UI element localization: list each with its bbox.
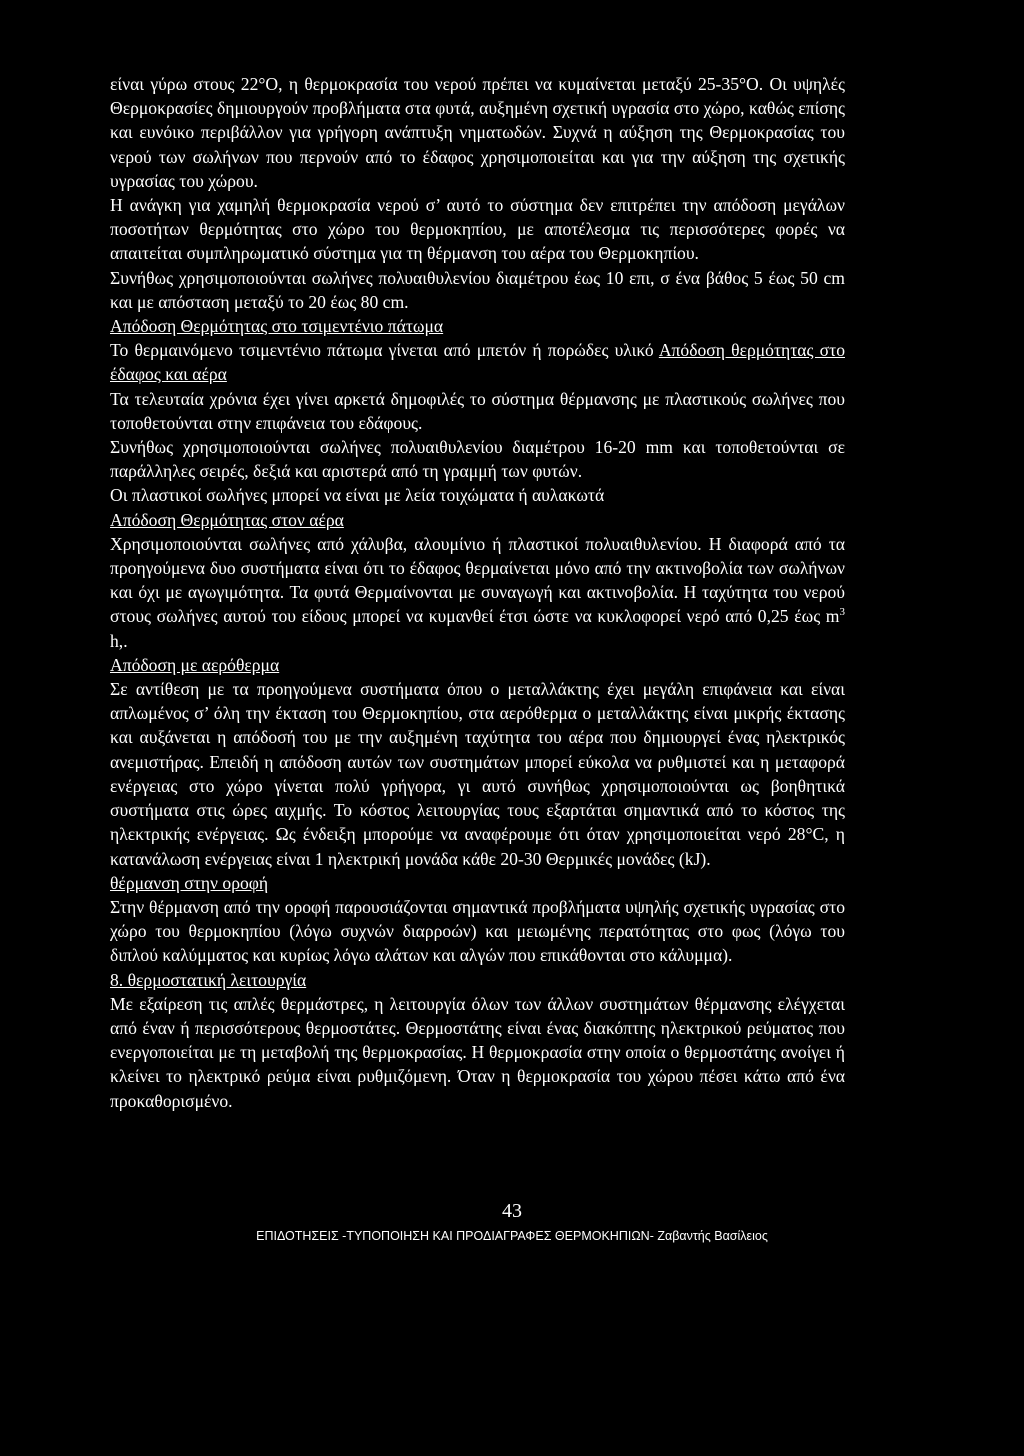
concrete-floor-text: Το θερμαινόμενο τσιμεντένιο πάτωμα γίνεται από μπετόν ή πορώδες υλικό [110,340,654,361]
footer-title: ΕΠΙΔΟΤΗΣΕΙΣ -ΤΥΠΟΠΟΙΗΣΗ ΚΑΙ ΠΡΟΔΙΑΓΡΑΦΕΣ ΘΕΡΜΟΚΗΠΙΩΝ- Ζαβαντής Βασίλειος [256,1229,768,1243]
paragraph-pipe-walls: Οι πλαστικοί σωλήνες μπορεί να είναι με λεία τοιχώματα ή αυλακωτά [110,485,605,506]
paragraph-ceiling-heating: Στην θέρμανση από την οροφή παρουσιάζονται σημαντικά προβλήματα υψηλής σχετικής υγρασίας στο χώρο του θερμοκηπίου (λόγω συχνών διαρροών) και μειωμένης περατότητας στο φως (λόγω του διπλού καλύμματος και κυρίως λόγω αλάτων και αλγών που επικάθονται στο κάλυμμα). [110,896,845,966]
paragraph-low-temperature-need: Η ανάγκη για χαμηλή θερμοκρασία νερού σ’ αυτό το σύστημα δεν επιτρέπει την απόδοση μεγάλων ποσοτήτων θερμότητας στο χώρο του θερμοκηπίου, με αποτέλεσμα τις περισσότερες φορές να απαιτείται συμπληρωματικό σύστημα για τη θέρμανση του αέρα του Θερμοκηπίου. [110,195,845,264]
paragraph-air-heaters: Σε αντίθεση με τα προηγούμενα συστήματα όπου ο μεταλλάκτης έχει μεγάλη επιφάνεια και είναι απλωμένος σ’ όλη την έκταση του Θερμοκηπίου, στα αερόθερμα ο μεταλλάκτης είναι μικρής έκτασης και αυξάνεται η απόδοσή του με την αυξημένη ταχύτητα του αέρα που δημιουργεί ένας ηλεκτρικός ανεμιστήρας. Επειδή η απόδοση αυτών των συστημάτων μπορεί εύκολα να ρυθμιστεί και η μεταφορά ενέργειας στο χώρο γίνεται πολύ γρήγορα, γι αυτό συνήθως χρησιμοποιούνται ως βοηθητικά συστήματα στις ώρες αιχμής. Το κόστος λειτουργίας τους εξαρτάται σημαντικά από το κόστος της ηλεκτρικής ενέργειας. Ως ένδειξη μπορούμε να αναφέρουμε ότι όταν χρησιμοποιείται νερό 28°C, η κατανάλωση ενέργειας είναι 1 ηλεκτρική μονάδα κάθε 20-30 Θερμικές μονάδες (kJ). [110,679,845,869]
heading-thermostatic-operation: 8. θερμοστατική λειτουργία [110,969,307,990]
heading-ceiling-heating: θέρμανση στην οροφή [110,872,269,893]
paragraph-plastic-pipes-diameter: Συνήθως χρησιμοποιούνται σωλήνες πολυαιθυλενίου διαμέτρου 16-20 mm και τοποθετούνται σε παράλληλες σειρές, δεξιά και αριστερά από τη γραμμή των φυτών. [110,437,845,482]
heading-air-heaters: Απόδοση με αερόθερμα [110,654,280,675]
paragraph-air-heating [110,532,845,653]
paragraph-thermostat: Με εξαίρεση τις απλές θερμάστρες, η λειτουργία όλων των άλλων συστημάτων θέρμανσης ελέγχεται από έναν ή περισσότερους θερμοστάτες. Θερμοστάτης είναι ένας διακόπτης ηλεκτρικού ρεύματος που ενεργοποιείται με τη μεταβολή της θερμοκρασίας. Η θερμοκρασία στην οποία ο θερμοστάτης ανοίγει ή κλείνει το ηλεκτρικό ρεύμα είναι ρυθμιζόμενη. Όταν η θερμοκρασία του χώρου πέσει κάτω από ένα προκαθορισμένο. [110,993,845,1111]
page-footer [0,1200,1024,1243]
paragraph-pipe-diameter: Συνήθως χρησιμοποιούνται σωλήνες πολυαιθυλενίου διαμέτρου έως 10 επι, σ ένα βάθος 5 έως 50 cm και με απόσταση μεταξύ το 20 έως 80 cm. [110,267,845,312]
heading-soil-and-air: Απόδοση θερμότητας στο έδαφος και αέρα [110,340,845,385]
heading-concrete-floor: Απόδοση Θερμότητας στο τσιμεντένιο πάτωμα [110,316,444,337]
paragraph-concrete-floor [110,338,845,386]
heading-air-heating: Απόδοση Θερμότητας στον αέρα [110,509,344,530]
air-heating-text: Χρησιμοποιούνται σωλήνες από χάλυβα, αλουμίνιο ή πλαστικοί πολυαιθυλενίου. Η διαφορά από τα προηγούμενα δυο συστήματα είναι ότι το έδαφος θερμαίνεται μόνο από την ακτινοβολία των σωλήνων και όχι με αγωγιμότητα. Τα φυτά Θερμαίνονται με συναγωγή και ακτινοβολία. Η ταχύτητα του νερού στους σωλήνες αυτού του είδους μπορεί να κυμανθεί έτσι ώστε να κυκλοφορεί νερό από 0,25 έως m [110,533,845,627]
air-heating-text-end: h,. [110,630,128,651]
paragraph-plastic-pipes-popular: Τα τελευταία χρόνια έχει γίνει αρκετά δημοφιλές το σύστημα θέρμανσης με πλαστικούς σωλήνες που τοποθετούνται στην επιφάνεια του εδάφους. [110,388,845,433]
cubic-superscript: 3 [839,606,845,619]
body-text [110,72,845,1113]
page-number: 43 [502,1200,522,1222]
paragraph-water-temperature: είναι γύρω στους 22°Ο, η θερμοκρασία του νερού πρέπει να κυμαίνεται μεταξύ 25-35°Ο. Οι υψηλές Θερμοκρασίες δημιουργούν προβλήματα στα φυτά, αυξημένη σχετική υγρασία στο χώρο, καθώς επίσης και ευνόικο περιβάλλον για γρήγορη ανάπτυξη νηματωδών. Συχνά η αύξηση της Θερμοκρασίας του νερού των σωλήνων που περνούν από το έδαφος χρησιμοποιείται και για την αύξηση της σχετικής υγρασίας του χώρου. [110,74,845,191]
